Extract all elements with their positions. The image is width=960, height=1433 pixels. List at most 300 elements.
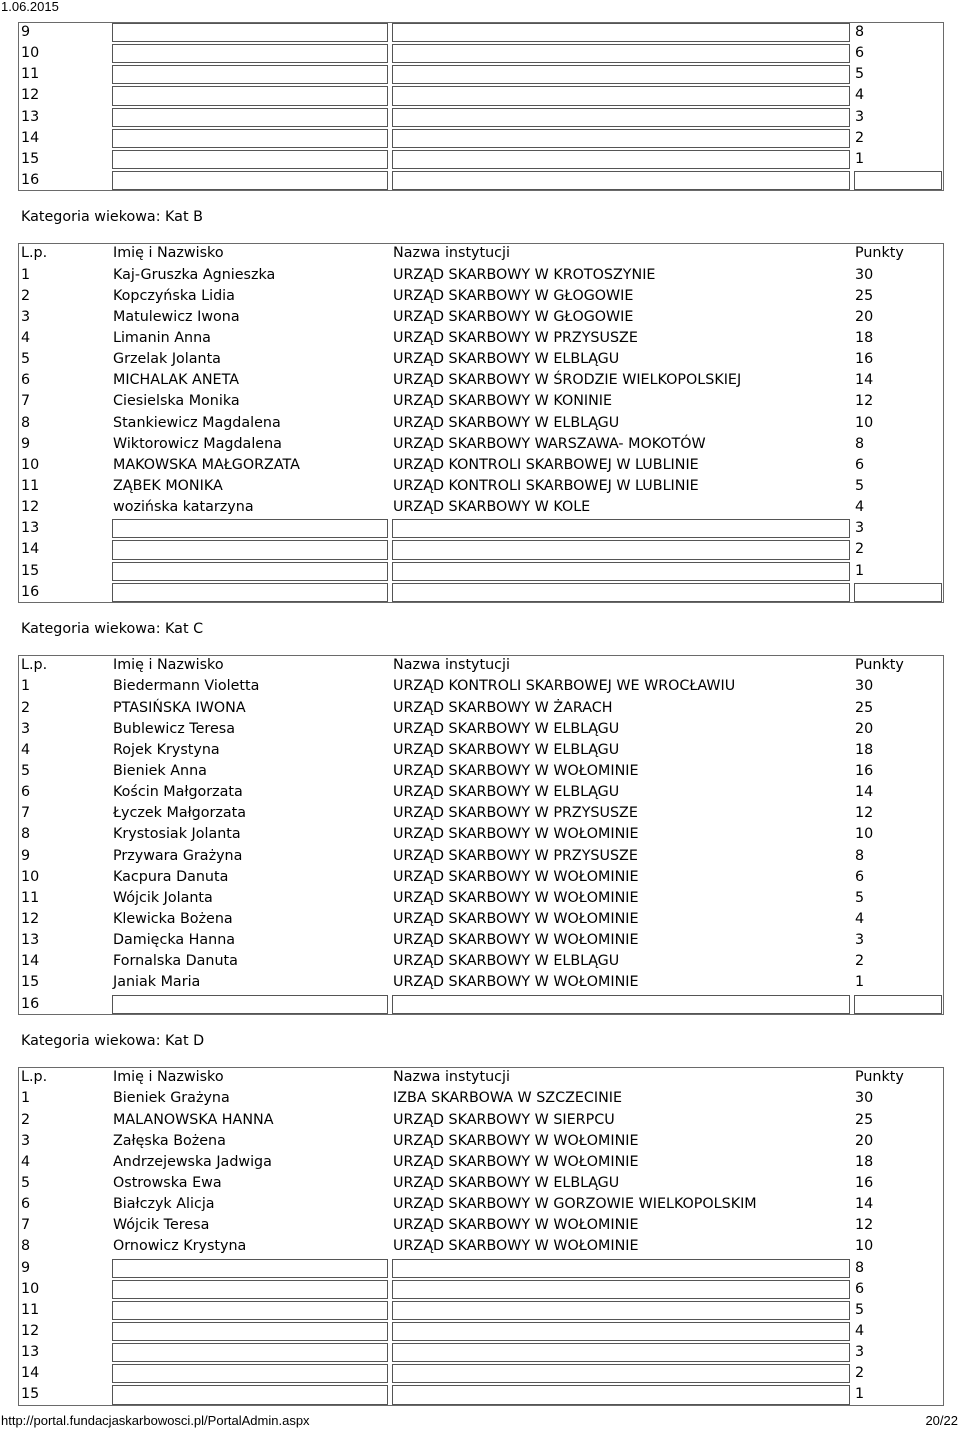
table-row [18,391,944,412]
cell-lp: 2 [21,287,31,304]
cell-lp: 16 [21,171,40,188]
cell-name: Janiak Maria [113,974,201,991]
table-row [18,698,944,719]
cell-lp: 3 [21,720,31,737]
cell-points: 1 [855,974,865,991]
cell-institution [390,1384,852,1405]
table-row [18,434,944,455]
cell-points: 30 [855,266,874,283]
cell-institution: URZĄD SKARBOWY W PRZYSUSZE [393,805,638,822]
cell-institution: URZĄD SKARBOWY W ELBLĄGU [393,351,620,368]
section-kat-c [18,603,944,1015]
cell-points: 10 [855,1238,874,1255]
cell-lp: 13 [21,520,40,537]
cell-institution: URZĄD KONTROLI SKARBOWEJ W LUBLINIE [393,456,699,473]
footer-page-number: 20/22 [925,1413,958,1428]
cell-institution: URZĄD SKARBOWY W WOŁOMINIE [393,932,639,949]
footer-url: http://portal.fundacjaskarbowosci.pl/PortalAdmin.aspx [1,1413,310,1428]
table-row [18,1363,944,1384]
cell-points: 3 [855,1344,865,1361]
header-lp: L.p. [21,1069,48,1086]
cell-institution: URZĄD SKARBOWY W GŁOGOWIE [393,287,634,304]
cell-institution: URZĄD SKARBOWY W GORZOWIE WIELKOPOLSKIM [393,1196,757,1213]
cell-lp: 10 [21,456,40,473]
cell-institution [390,561,852,582]
table-row [18,803,944,824]
cell-points: 16 [855,763,874,779]
cell-points: 5 [855,478,865,495]
cell-lp: 15 [21,1386,40,1403]
table-row [18,1236,944,1257]
cell-points: 14 [855,372,874,389]
cell-points: 4 [855,87,865,104]
header-institution: Nazwa instytucji [393,1069,510,1086]
cell-name: Bublewicz Teresa [113,720,235,737]
cell-name [110,1321,390,1342]
cell-institution: URZĄD SKARBOWY W WOŁOMINIE [393,1153,639,1170]
table-row [18,265,944,286]
cell-lp: 6 [21,372,31,389]
table-header-row [18,243,944,264]
table-row [18,413,944,434]
cell-points: 4 [855,1322,865,1339]
header-points: Punkty [855,657,904,674]
cell-lp: 13 [21,1344,40,1361]
table-row [18,539,944,560]
cell-institution: URZĄD SKARBOWY W ŚRODZIE WIELKOPOLSKIEJ [393,372,742,389]
table-row [18,497,944,518]
cell-name: Kacpura Danuta [113,868,229,885]
cell-institution: URZĄD SKARBOWY W WOŁOMINIE [393,910,639,927]
cell-institution: URZĄD SKARBOWY W KOLE [393,499,591,516]
header-institution: Nazwa instytucji [393,657,510,674]
cell-lp: 15 [21,562,40,579]
cell-points: 5 [855,66,865,83]
table-row [18,1152,944,1173]
cell-name: Białczyk Alicja [113,1196,215,1213]
cell-lp: 13 [21,932,40,949]
table-row [18,1300,944,1321]
category-heading: Kategoria wiekowa: Kat C [21,621,204,637]
cell-lp: 14 [21,953,40,970]
cell-lp: 15 [21,974,40,991]
cell-points: 3 [855,108,865,125]
table-row [18,22,944,43]
cell-institution: URZĄD SKARBOWY W KONINIE [393,393,613,410]
cell-name [110,1384,390,1405]
cell-lp: 11 [21,66,40,83]
cell-name: Kopczyńska Lidia [113,287,235,304]
cell-institution [390,539,852,560]
header-lp: L.p. [21,657,48,674]
cell-lp: 8 [21,414,31,431]
cell-lp: 4 [21,330,31,347]
table-row [18,455,944,476]
cell-institution: URZĄD SKARBOWY W ELBLĄGU [393,953,620,970]
cell-name: ZĄBEK MONIKA [113,478,223,495]
cell-lp: 7 [21,393,31,410]
cell-points: 4 [855,499,865,516]
cell-institution: URZĄD SKARBOWY W ELBLĄGU [393,720,620,737]
cell-points: 2 [855,129,865,146]
table-row [18,561,944,582]
cell-points: 6 [855,1280,865,1297]
cell-institution: URZĄD SKARBOWY W WOŁOMINIE [393,1238,639,1255]
table-row [18,64,944,85]
cell-name: Bieniek Anna [113,763,207,779]
header-name: Imię i Nazwisko [113,245,224,262]
cell-institution [390,518,852,539]
cell-points: 8 [855,24,865,40]
cell-lp: 14 [21,1365,40,1382]
cell-lp: 8 [21,826,31,843]
cell-name: Ostrowska Ewa [113,1175,222,1191]
cell-name: Wójcik Teresa [113,1217,210,1234]
table-header-row [18,1067,944,1088]
cell-institution: URZĄD SKARBOWY W WOŁOMINIE [393,826,639,843]
cell-name: Łyczek Małgorzata [113,805,246,822]
cell-institution: URZĄD SKARBOWY W PRZYSUSZE [393,330,638,347]
category-heading: Kategoria wiekowa: Kat D [21,1033,205,1049]
cell-name: Załęska Bożena [113,1132,226,1149]
cell-name: MALANOWSKA HANNA [113,1111,274,1128]
cell-points: 16 [855,1175,874,1191]
cell-lp: 16 [21,995,40,1012]
cell-lp: 7 [21,1217,31,1234]
cell-points: 25 [855,287,874,304]
cell-points: 3 [855,520,865,537]
table-row [18,676,944,697]
cell-points: 10 [855,414,874,431]
cell-points: 14 [855,784,874,801]
cell-institution: URZĄD SKARBOWY W WOŁOMINIE [393,1132,639,1149]
cell-name [110,1342,390,1363]
cell-points: 20 [855,1132,874,1149]
cell-institution [390,149,852,170]
cell-lp: 4 [21,1153,31,1170]
cell-lp: 15 [21,150,40,167]
cell-points: 18 [855,741,874,758]
cell-institution [390,1279,852,1300]
table-row [18,1321,944,1342]
cell-points: 8 [855,1259,865,1276]
table-row [18,719,944,740]
table-header-row [18,655,944,676]
table-row [18,1342,944,1363]
header-institution: Nazwa instytucji [393,245,510,262]
table-row [18,107,944,128]
cell-institution: URZĄD SKARBOWY W ELBLĄGU [393,414,620,431]
cell-name: Wiktorowicz Magdalena [113,435,282,452]
cell-name: Stankiewicz Magdalena [113,414,281,431]
table-row [18,128,944,149]
table-row [18,370,944,391]
cell-points: 4 [855,910,865,927]
cell-name: Ciesielska Monika [113,393,240,410]
cell-name: Rojek Krystyna [113,741,220,758]
cell-points [852,582,944,603]
table-row [18,307,944,328]
cell-lp: 13 [21,108,40,125]
header-name: Imię i Nazwisko [113,1069,224,1086]
cell-points: 10 [855,826,874,843]
cell-name [110,43,390,64]
cell-institution: URZĄD SKARBOWY W PRZYSUSZE [393,847,638,864]
table-row [18,149,944,170]
table-row [18,740,944,761]
cell-points: 25 [855,1111,874,1128]
cell-name: wozińska katarzyna [113,499,254,516]
cell-name: Kościn Małgorzata [113,784,243,801]
cell-institution [390,170,852,191]
table-row [18,1215,944,1236]
cell-name [110,107,390,128]
cell-points: 1 [855,1386,865,1403]
cell-institution [390,1363,852,1384]
table-row [18,761,944,782]
cell-lp: 2 [21,699,31,716]
cell-institution [390,582,852,603]
cell-name [110,1300,390,1321]
table-row [18,824,944,845]
cell-points: 8 [855,847,865,864]
cell-points: 5 [855,889,865,906]
cell-name: Limanin Anna [113,330,211,347]
cell-name: Kaj-Gruszka Agnieszka [113,266,276,283]
table-row [18,582,944,603]
cell-name: Matulewicz Iwona [113,308,240,325]
cell-lp: 9 [21,24,31,40]
cell-points: 2 [855,953,865,970]
cell-name: PTASIŃSKA IWONA [113,699,246,716]
cell-points: 1 [855,562,865,579]
cell-name: Andrzejewska Jadwiga [113,1153,272,1170]
cell-institution [390,85,852,106]
cell-institution: URZĄD KONTROLI SKARBOWEJ WE WROCŁAWIU [393,678,736,695]
cell-points: 5 [855,1301,865,1318]
cell-institution: IZBA SKARBOWA W SZCZECINIE [393,1090,623,1107]
cell-lp: 7 [21,805,31,822]
cell-lp: 2 [21,1111,31,1128]
cell-name [110,582,390,603]
table-row [18,286,944,307]
cell-name: Ornowicz Krystyna [113,1238,247,1255]
cell-points: 6 [855,45,865,62]
cell-name [110,170,390,191]
header-points: Punkty [855,245,904,262]
cell-lp: 12 [21,87,40,104]
cell-name [110,149,390,170]
cell-institution: URZĄD SKARBOWY WARSZAWA- MOKOTÓW [393,435,706,452]
cell-lp: 9 [21,1259,31,1276]
cell-institution [390,128,852,149]
table-row [18,328,944,349]
cell-institution [390,1321,852,1342]
cell-institution [390,43,852,64]
cell-institution: URZĄD SKARBOWY W GŁOGOWIE [393,308,634,325]
table-row [18,1131,944,1152]
table-row [18,43,944,64]
header-lp: L.p. [21,245,48,262]
section-kat-b [18,191,944,603]
cell-lp: 11 [21,1301,40,1318]
print-date: 1.06.2015 [1,0,59,14]
cell-name: Grzelak Jolanta [113,351,221,368]
category-heading: Kategoria wiekowa: Kat B [21,209,203,226]
cell-institution [390,107,852,128]
section-kat-d [18,1015,944,1406]
cell-name [110,1279,390,1300]
cell-name [110,994,390,1015]
cell-name: Przywara Grażyna [113,847,243,864]
cell-lp: 3 [21,308,31,325]
cell-lp: 5 [21,351,31,368]
cell-lp: 4 [21,741,31,758]
cell-name [110,128,390,149]
table-row [18,867,944,888]
cell-lp: 14 [21,541,40,558]
table-row [18,972,944,993]
cell-name: MICHALAK ANETA [113,372,239,389]
cell-name [110,1258,390,1279]
table-row [18,1279,944,1300]
cell-name: Bieniek Grażyna [113,1090,230,1107]
cell-name: Damięcka Hanna [113,932,236,949]
cell-lp: 1 [21,678,31,695]
cell-points: 30 [855,678,874,695]
cell-lp: 10 [21,868,40,885]
cell-institution: URZĄD SKARBOWY W WOŁOMINIE [393,974,639,991]
cell-name: Krystosiak Jolanta [113,826,241,843]
cell-lp: 10 [21,45,40,62]
table-row [18,782,944,803]
table-row [18,846,944,867]
cell-points: 1 [855,150,865,167]
cell-lp: 9 [21,435,31,452]
table-row [18,1110,944,1131]
cell-points: 18 [855,1153,874,1170]
cell-points: 12 [855,805,874,822]
cell-points [852,994,944,1015]
cell-points: 6 [855,868,865,885]
cell-lp: 16 [21,583,40,600]
cell-lp: 11 [21,889,40,906]
cell-name [110,85,390,106]
cell-points: 12 [855,393,874,410]
cell-points: 16 [855,351,874,368]
cell-lp: 6 [21,1196,31,1213]
cell-institution: URZĄD SKARBOWY W WOŁOMINIE [393,868,639,885]
cell-lp: 12 [21,499,40,516]
cell-name: Biedermann Violetta [113,678,260,695]
results-table [18,1067,944,1405]
cell-points: 30 [855,1090,874,1107]
cell-institution: URZĄD SKARBOWY W ELBLĄGU [393,784,620,801]
cell-name [110,64,390,85]
table-row [18,476,944,497]
header-name: Imię i Nazwisko [113,657,224,674]
cell-name: Klewicka Bożena [113,910,233,927]
cell-name: MAKOWSKA MAŁGORZATA [113,456,300,473]
cell-lp: 11 [21,478,40,495]
table-row [18,518,944,539]
results-table [18,243,944,602]
cell-institution: URZĄD SKARBOWY W WOŁOMINIE [393,1217,639,1234]
cell-lp: 5 [21,763,31,779]
cell-institution [390,1258,852,1279]
cell-institution: URZĄD SKARBOWY W ELBLĄGU [393,1175,620,1191]
results-table [18,655,944,1014]
cell-points [852,170,944,191]
cell-lp: 3 [21,1132,31,1149]
table-row [18,1194,944,1215]
table-row [18,909,944,930]
cell-lp: 8 [21,1238,31,1255]
cell-name: Wójcik Jolanta [113,889,213,906]
cell-lp: 12 [21,1322,40,1339]
cell-lp: 14 [21,129,40,146]
cell-institution: URZĄD SKARBOWY W WOŁOMINIE [393,763,639,779]
cell-institution [390,22,852,43]
cell-points: 8 [855,435,865,452]
table-row [18,85,944,106]
cell-name [110,518,390,539]
table-row [18,170,944,191]
cell-institution: URZĄD KONTROLI SKARBOWEJ W LUBLINIE [393,478,699,495]
cell-points: 18 [855,330,874,347]
cell-lp: 6 [21,784,31,801]
cell-lp: 1 [21,266,31,283]
cell-lp: 1 [21,1090,31,1107]
cell-name [110,22,390,43]
cell-institution [390,1300,852,1321]
table-row [18,1258,944,1279]
cell-points: 12 [855,1217,874,1234]
cell-institution: URZĄD SKARBOWY W WOŁOMINIE [393,889,639,906]
cell-institution [390,994,852,1015]
table-row [18,930,944,951]
table-row [18,1088,944,1109]
cell-institution: URZĄD SKARBOWY W ŻARACH [393,699,613,716]
cell-points: 6 [855,456,865,473]
cell-name [110,561,390,582]
cell-institution [390,1342,852,1363]
table-row [18,951,944,972]
cell-points: 3 [855,932,865,949]
cell-points: 14 [855,1196,874,1213]
header-points: Punkty [855,1069,904,1086]
table-row [18,1173,944,1194]
cell-points: 2 [855,1365,865,1382]
cell-name [110,1363,390,1384]
cell-name: Fornalska Danuta [113,953,238,970]
cell-institution: URZĄD SKARBOWY W ELBLĄGU [393,741,620,758]
cell-institution: URZĄD SKARBOWY W KROTOSZYNIE [393,266,656,283]
table-row [18,349,944,370]
cell-name [110,539,390,560]
cell-lp: 9 [21,847,31,864]
cell-points: 2 [855,541,865,558]
results-table [18,22,944,191]
table-row [18,888,944,909]
cell-points: 20 [855,308,874,325]
cell-points: 25 [855,699,874,716]
table-row [18,1384,944,1405]
table-row [18,994,944,1015]
cell-lp: 5 [21,1175,31,1191]
section-previous-category [18,22,944,191]
cell-lp: 12 [21,910,40,927]
